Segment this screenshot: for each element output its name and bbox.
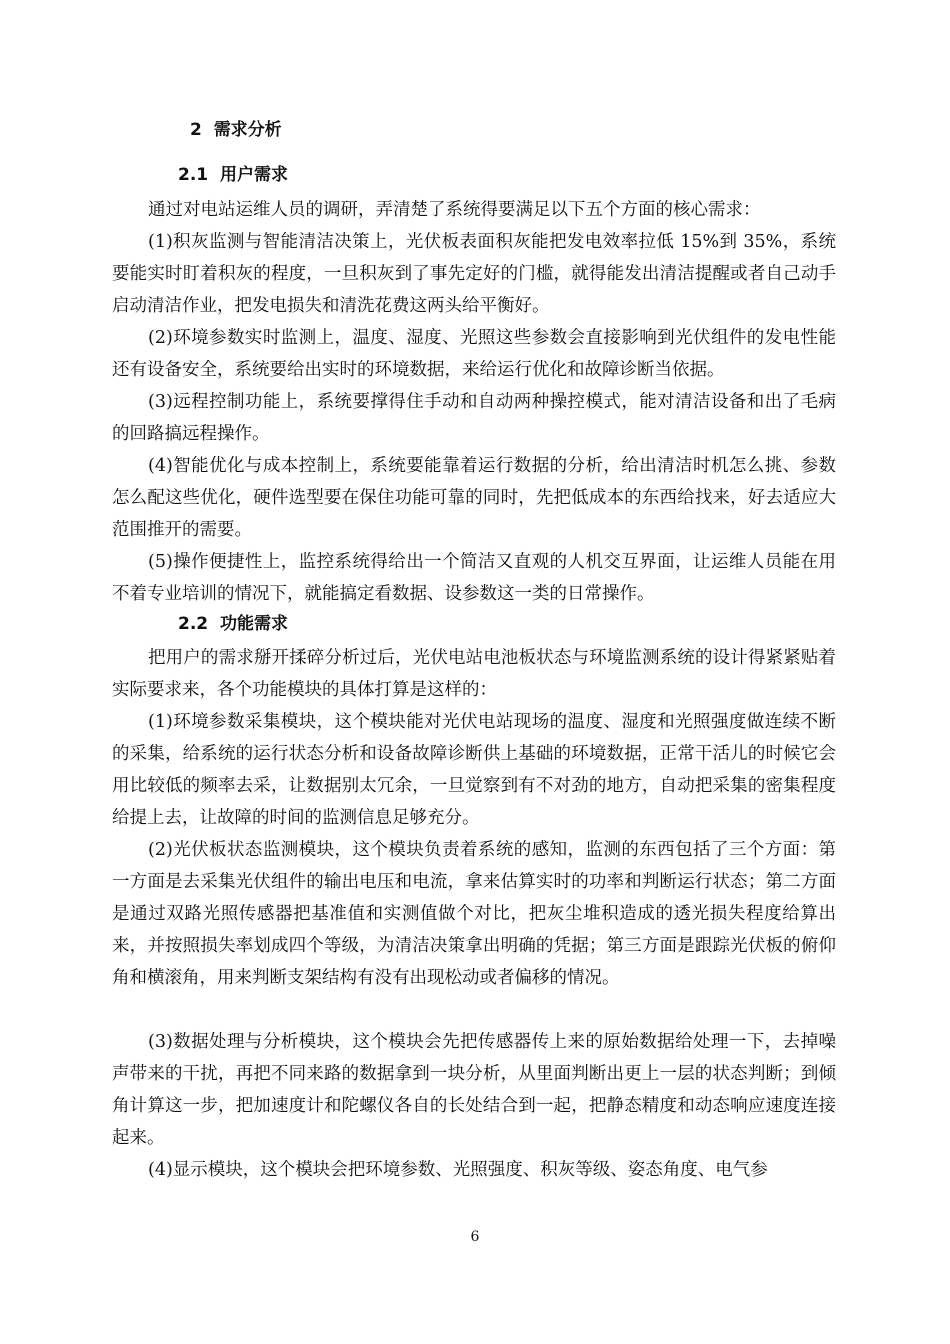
paragraph-user-item-4: (4)智能优化与成本控制上，系统要能靠着运行数据的分析，给出清洁时机怎么挑、参数怎么配这些优化，硬件选型要在保住功能可靠的同时，先把低成本的东西给找来，好去适应大范围推开的需要。	[112, 456, 836, 540]
subsection-title: 功能需求	[219, 614, 288, 634]
subsection-number: 2.2	[178, 614, 209, 634]
section-title: 需求分析	[213, 120, 282, 140]
paragraph-user-item-3: (3)远程控制功能上，系统要撑得住手动和自动两种操控模式，能对清洁设备和出了毛病的回路搞远程操作。	[112, 392, 836, 444]
subsection-number: 2.1	[178, 165, 209, 185]
section-heading	[190, 118, 282, 142]
paragraph-user-item-2: (2)环境参数实时监测上，温度、湿度、光照这些参数会直接影响到光伏组件的发电性能还有设备安全，系统要给出实时的环境数据，来给运行优化和故障诊断当依据。	[112, 328, 836, 380]
paragraph-user-item-5: (5)操作便捷性上，监控系统得给出一个简洁又直观的人机交互界面，让运维人员能在用不着专业培训的情况下，就能搞定看数据、设参数这一类的日常操作。	[112, 552, 836, 604]
subsection-title: 用户需求	[219, 165, 288, 185]
paragraph-func-item-3: (3)数据处理与分析模块，这个模块会先把传感器传上来的原始数据给处理一下，去掉噪声带来的干扰，再把不同来路的数据拿到一块分析，从里面判断出更上一层的状态判断；到倾角计算这一步，把加速度计和陀螺仪各自的长处结合到一起，把静态精度和动态响应速度连接起来。	[112, 1032, 836, 1148]
subsection-heading-user	[178, 163, 288, 187]
paragraph-user-item-1: (1)积灰监测与智能清洁决策上，光伏板表面积灰能把发电效率拉低 15%到 35%，系统要能实时盯着积灰的程度，一旦积灰到了事先定好的门槛，就得能发出清洁提醒或者自己动手启动清洁作业，把发电损失和清洗花费这两头给平衡好。	[112, 232, 836, 316]
page-number: 6	[470, 1229, 480, 1245]
paragraph-user-intro: 通过对电站运维人员的调研，弄清楚了系统得要满足以下五个方面的核心需求：	[148, 200, 761, 220]
section-number: 2	[190, 120, 202, 140]
paragraph-func-item-2: (2)光伏板状态监测模块，这个模块负责着系统的感知，监测的东西包括了三个方面：第一方面是去采集光伏组件的输出电压和电流，拿来估算实时的功率和判断运行状态；第二方面是通过双路光照传感器把基准值和实测值做个对比，把灰尘堆积造成的透光损失程度给算出来，并按照损失率划成四个等级，为清洁决策拿出明确的凭据；第三方面是跟踪光伏板的俯仰角和横滚角，用来判断支架结构有没有出现松动或者偏移的情况。	[112, 840, 836, 988]
paragraph-func-intro: 把用户的需求掰开揉碎分析过后，光伏电站电池板状态与环境监测系统的设计得紧紧贴着实际要求来，各个功能模块的具体打算是这样的：	[112, 648, 836, 700]
paragraph-func-item-4: (4)显示模块，这个模块会把环境参数、光照强度、积灰等级、姿态角度、电气参	[148, 1160, 768, 1180]
paragraph-func-item-1: (1)环境参数采集模块，这个模块能对光伏电站现场的温度、湿度和光照强度做连续不断的采集，给系统的运行状态分析和设备故障诊断供上基础的环境数据，正常干活儿的时候它会用比较低的频率去采，让数据别太冗余，一旦觉察到有不对劲的地方，自动把采集的密集程度给提上去，让故障的时间的监测信息足够充分。	[112, 712, 836, 828]
subsection-heading-func	[178, 612, 288, 636]
